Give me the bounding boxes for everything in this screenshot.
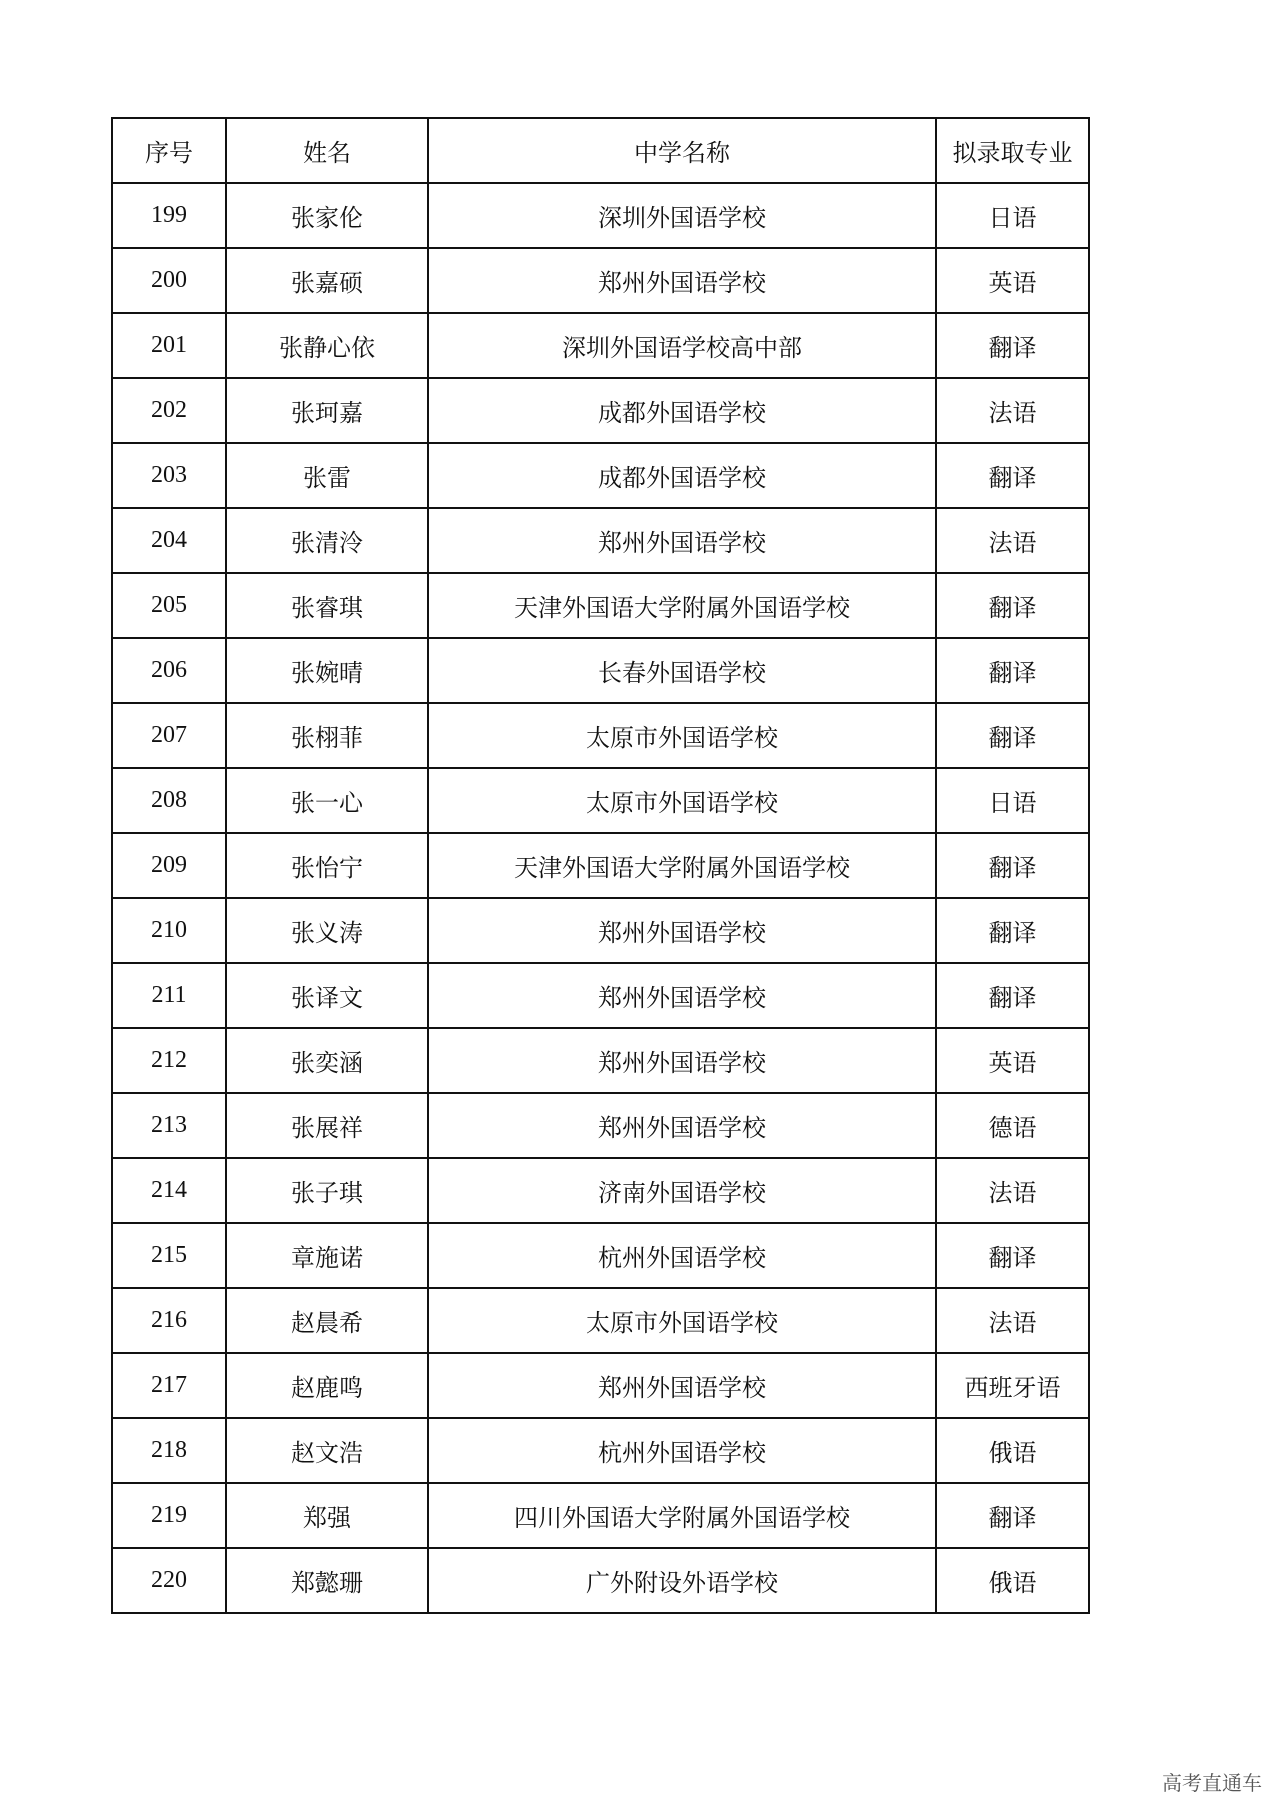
cell-name: 张一心 [226,768,428,833]
cell-major: 日语 [936,183,1089,248]
cell-major: 翻译 [936,1223,1089,1288]
header-name: 姓名 [226,118,428,183]
cell-major: 日语 [936,768,1089,833]
cell-name: 张睿琪 [226,573,428,638]
cell-seq: 213 [112,1093,226,1158]
cell-school: 郑州外国语学校 [428,963,936,1028]
cell-name: 张雷 [226,443,428,508]
cell-seq: 207 [112,703,226,768]
cell-major: 翻译 [936,443,1089,508]
cell-seq: 217 [112,1353,226,1418]
cell-name: 张栩菲 [226,703,428,768]
table-row [112,1418,1089,1483]
cell-school: 郑州外国语学校 [428,898,936,963]
table-header [112,118,1089,183]
cell-major: 法语 [936,508,1089,573]
header-row [112,118,1089,183]
watermark: 高考直通车 [1162,1771,1262,1795]
cell-major: 翻译 [936,833,1089,898]
cell-seq: 203 [112,443,226,508]
table-row [112,313,1089,378]
cell-seq: 202 [112,378,226,443]
table-body [112,183,1089,1613]
table-row [112,1223,1089,1288]
cell-school: 郑州外国语学校 [428,1093,936,1158]
cell-school: 太原市外国语学校 [428,768,936,833]
table-row [112,638,1089,703]
cell-name: 郑强 [226,1483,428,1548]
cell-name: 章施诺 [226,1223,428,1288]
cell-seq: 200 [112,248,226,313]
cell-major: 法语 [936,1288,1089,1353]
header-major: 拟录取专业 [936,118,1089,183]
table-row [112,833,1089,898]
cell-seq: 206 [112,638,226,703]
cell-school: 郑州外国语学校 [428,508,936,573]
table-row [112,248,1089,313]
table-row [112,898,1089,963]
cell-name: 郑懿珊 [226,1548,428,1613]
cell-major: 翻译 [936,313,1089,378]
cell-school: 广外附设外语学校 [428,1548,936,1613]
cell-school: 天津外国语大学附属外国语学校 [428,833,936,898]
cell-school: 深圳外国语学校 [428,183,936,248]
cell-major: 俄语 [936,1548,1089,1613]
admission-table [111,117,1090,1614]
cell-name: 张静心依 [226,313,428,378]
cell-major: 翻译 [936,638,1089,703]
header-seq: 序号 [112,118,226,183]
cell-name: 张译文 [226,963,428,1028]
cell-school: 郑州外国语学校 [428,1028,936,1093]
cell-school: 四川外国语大学附属外国语学校 [428,1483,936,1548]
table-row [112,768,1089,833]
cell-school: 济南外国语学校 [428,1158,936,1223]
cell-seq: 209 [112,833,226,898]
cell-seq: 204 [112,508,226,573]
table-row [112,443,1089,508]
cell-seq: 219 [112,1483,226,1548]
cell-seq: 205 [112,573,226,638]
cell-major: 翻译 [936,898,1089,963]
cell-seq: 218 [112,1418,226,1483]
cell-school: 郑州外国语学校 [428,1353,936,1418]
cell-school: 成都外国语学校 [428,378,936,443]
cell-seq: 201 [112,313,226,378]
cell-seq: 216 [112,1288,226,1353]
cell-major: 俄语 [936,1418,1089,1483]
cell-name: 张子琪 [226,1158,428,1223]
cell-seq: 220 [112,1548,226,1613]
cell-seq: 210 [112,898,226,963]
cell-name: 张怡宁 [226,833,428,898]
cell-name: 张奕涵 [226,1028,428,1093]
cell-name: 张嘉硕 [226,248,428,313]
header-school: 中学名称 [428,118,936,183]
table-row [112,703,1089,768]
cell-major: 翻译 [936,573,1089,638]
cell-name: 赵文浩 [226,1418,428,1483]
cell-school: 郑州外国语学校 [428,248,936,313]
cell-seq: 211 [112,963,226,1028]
cell-name: 张家伦 [226,183,428,248]
cell-school: 太原市外国语学校 [428,703,936,768]
cell-school: 成都外国语学校 [428,443,936,508]
table-row [112,1093,1089,1158]
cell-name: 张展祥 [226,1093,428,1158]
cell-school: 天津外国语大学附属外国语学校 [428,573,936,638]
table-row [112,508,1089,573]
cell-seq: 212 [112,1028,226,1093]
cell-seq: 208 [112,768,226,833]
cell-seq: 199 [112,183,226,248]
cell-major: 翻译 [936,1483,1089,1548]
cell-school: 深圳外国语学校高中部 [428,313,936,378]
table-row [112,963,1089,1028]
cell-name: 赵鹿鸣 [226,1353,428,1418]
table-row [112,1028,1089,1093]
cell-school: 杭州外国语学校 [428,1223,936,1288]
cell-major: 法语 [936,378,1089,443]
table-row [112,1158,1089,1223]
cell-major: 西班牙语 [936,1353,1089,1418]
cell-major: 德语 [936,1093,1089,1158]
table-row [112,1288,1089,1353]
cell-name: 张珂嘉 [226,378,428,443]
cell-name: 张清泠 [226,508,428,573]
table-row [112,183,1089,248]
cell-major: 英语 [936,1028,1089,1093]
cell-name: 张婉晴 [226,638,428,703]
cell-seq: 215 [112,1223,226,1288]
table-row [112,1353,1089,1418]
cell-school: 长春外国语学校 [428,638,936,703]
cell-major: 法语 [936,1158,1089,1223]
table-row [112,573,1089,638]
cell-major: 翻译 [936,963,1089,1028]
cell-school: 太原市外国语学校 [428,1288,936,1353]
cell-school: 杭州外国语学校 [428,1418,936,1483]
cell-name: 张义涛 [226,898,428,963]
cell-seq: 214 [112,1158,226,1223]
table-row [112,1483,1089,1548]
cell-major: 英语 [936,248,1089,313]
cell-name: 赵晨希 [226,1288,428,1353]
table-row [112,1548,1089,1613]
table-row [112,378,1089,443]
cell-major: 翻译 [936,703,1089,768]
